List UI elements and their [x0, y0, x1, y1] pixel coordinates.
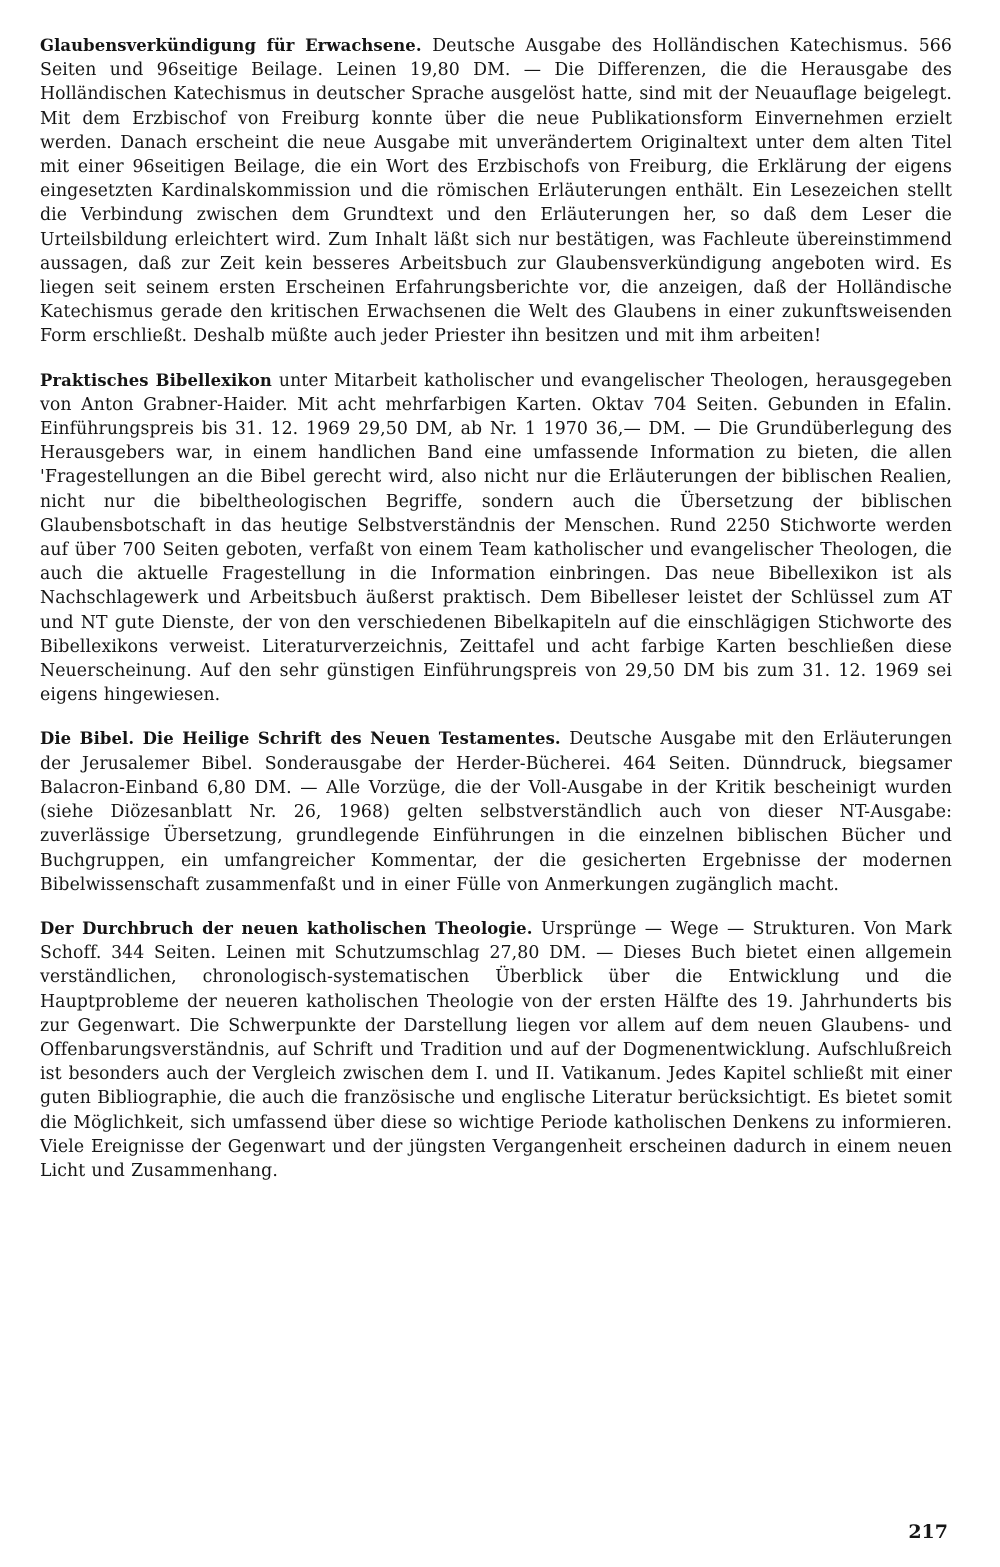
entry-body: unter Mitarbeit katholischer und evangelischer Theologen, herausgegeben von Anton Grabner-Haider. Mit acht mehrfarbigen Karten. Oktav 704 Seiten. Gebunden in Efalin. Einführungspreis bis 31. 12. 1969 29,50 DM, ab Nr. 1 1970 36,— DM. — Die Grundüberlegung des Herausgebers war, in einem handlichen Band eine umfassende Information zu bieten, die allen 'Fragestellungen an die Bibel gerecht wird, also nicht nur die Erläuterungen der biblischen Realien, nicht nur die bibeltheologischen Begriffe, sondern auch die Übersetzung der biblischen Glaubensbotschaft in das heutige Selbstverständnis der Menschen. Rund 2250 Stichworte werden auf über 700 Seiten geboten, verfaßt von einem Team katholischer und evangelischer Theologen, die auch die aktuelle Fragestellung in die Information einbringen. Das neue Bibellexikon ist als Nachschlagewerk und Arbeitsbuch äußerst praktisch. Dem Bibelleser leistet der Schlüssel zum AT und NT gute Dienste, der von den verschiedenen Bibelkapiteln auf die einschlägigen Stichworte des Bibellexikons verweist. Literaturverzeichnis, Zeittafel und acht farbige Karten beschließen diese Neuerscheinung. Auf den sehr günstigen Einführungspreis von 29,50 DM bis zum 31. 12. 1969 sei eigens hingewiesen. — [40, 370, 952, 706]
entry-title: Die Bibel. Die Heilige Schrift des Neuen Testamentes. — [40, 729, 570, 749]
entry-title: Glaubensverkündigung für Erwachsene. — [40, 36, 433, 55]
entry-body: Ursprünge — Wege — Strukturen. Von Mark Schoff. 344 Seiten. Leinen mit Schutzumschlag 27,80 DM. — Dieses Buch bietet einen allgemein verständlichen, chronologisch-systematischen Überblick über die Entwicklung und die Hauptprobleme der neueren katholischen Theologie von der ersten Hälfte des 19. Jahrhunderts bis zur Gegenwart. Die Schwerpunkte der Darstellung liegen vor allem auf dem neuen Glaubens- und Offenbarungsverständnis, auf Schrift und Tradition und auf der Dogmenentwicklung. Aufschlußreich ist besonders auch der Vergleich zwischen dem I. und II. Vatikanum. Jedes Kapitel schließt mit einer guten Bibliographie, die auch die französische und englische Literatur berücksichtigt. Es bietet somit die Möglichkeit, sich umfassend über diese so wichtige Periode katholischen Denkens zu informieren. Viele Ereignisse der Gegenwart und der jüngsten Vergangenheit erscheinen dadurch in einem neuen Licht und Zusammenhang. — [40, 918, 952, 1181]
document-page — [40, 34, 952, 1203]
entry-body: Deutsche Ausgabe mit den Erläuterungen der Jerusalemer Bibel. Sonderausgabe der Herder-Bücherei. 464 Seiten. Dünndruck, biegsamer Balacron-Einband 6,80 DM. — Alle Vorzüge, die der Voll-Ausgabe in der Kritik bescheinigt wurden (siehe Diözesanblatt Nr. 26, 1968) gelten selbstverständlich auch von dieser NT-Ausgabe: zuverlässige Übersetzung, grundlegende Einführungen in die einzelnen biblischen Bücher und Buchgruppen, ein umfangreicher Kommentar, der die gesicherten Ergebnisse der modernen Bibelwissenschaft zusammenfaßt und in einer Fülle von Anmerkungen zugänglich macht. — [40, 729, 952, 895]
book-entry-bibellexikon — [40, 369, 952, 708]
page-number: 217 — [908, 1521, 948, 1543]
book-entry-neues-testament — [40, 727, 952, 896]
book-entry-glaubensverkuendigung — [40, 34, 952, 349]
entry-title: Praktisches Bibellexikon — [40, 370, 279, 390]
entry-title: Der Durchbruch der neuen katholischen Theologie. — [40, 918, 542, 938]
entry-body: Deutsche Ausgabe des Holländischen Katechismus. 566 Seiten und 96seitige Beilage. Leinen 19,80 DM. — Die Differenzen, die die Herausgabe des Holländischen Katechismus in deutscher Sprache ausgelöst hatte, sind mit der Neuauflage beigelegt. Mit dem Erzbischof von Freiburg konnte über die neue Publikationsform Einvernehmen erzielt werden. Danach erscheint die neue Ausgabe mit unverändertem Originaltext unter dem alten Titel mit einer 96seitigen Beilage, die ein Wort des Erzbischofs von Freiburg, die Erklärung der eigens eingesetzten Kardinalskommission und die römischen Erläuterungen enthält. Ein Lesezeichen stellt die Verbindung zwischen dem Grundtext und den Erläuterungen her, so daß dem Leser die Urteilsbildung erleichtert wird. Zum Inhalt läßt sich nur bestätigen, was Fachleute übereinstimmend aussagen, daß zur Zeit kein besseres Arbeitsbuch zur Glaubensverkündigung angeboten wird. Es liegen seit seinem ersten Erscheinen Erfahrungsberichte vor, die anzeigen, daß der Holländische Katechismus gerade den kritischen Erwachsenen die Welt des Glaubens in einer zukunftsweisenden Form erschließt. Deshalb müßte auch jeder Priester ihn besitzen und mit ihm arbeiten! — [40, 36, 952, 347]
book-entry-durchbruch-theologie — [40, 917, 952, 1183]
